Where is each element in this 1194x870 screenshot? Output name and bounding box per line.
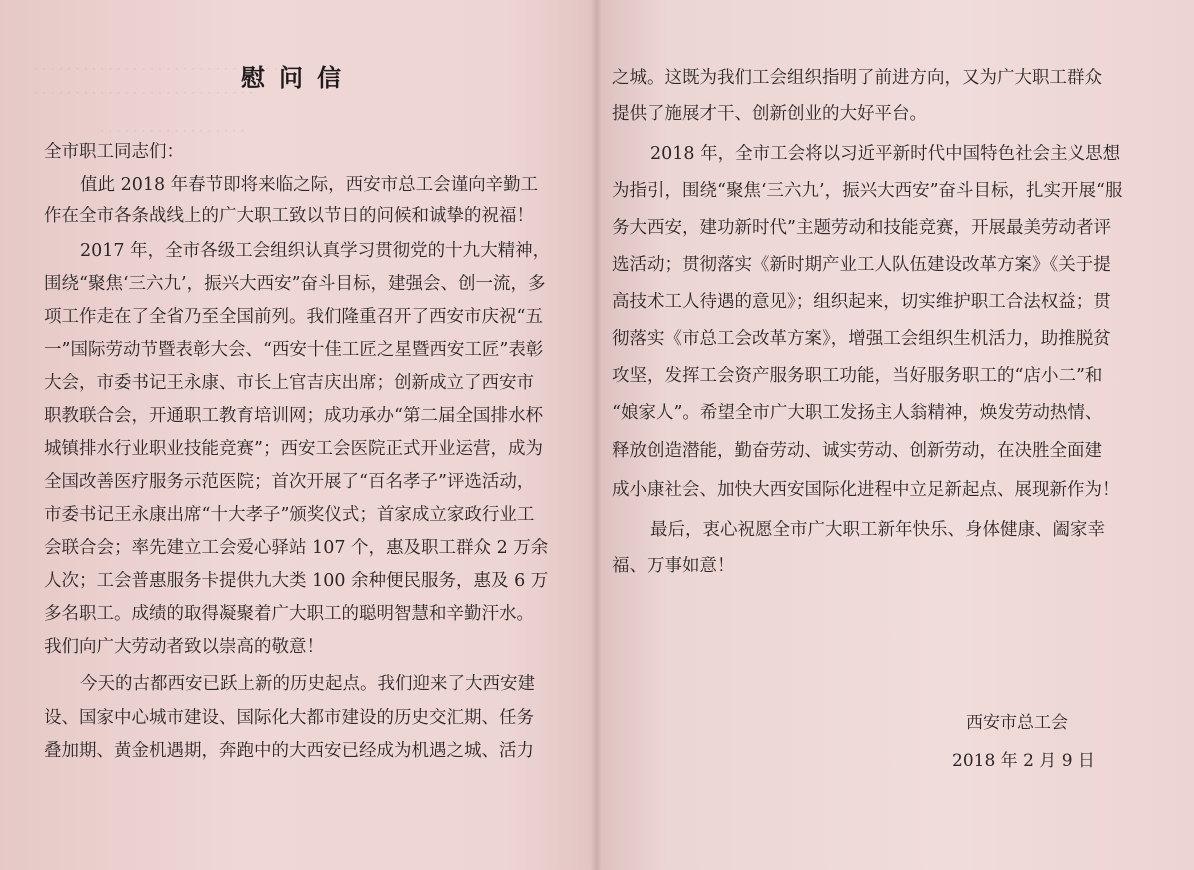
right-text-line: 选活动；贯彻落实《新时期产业工人队伍建设改革方案》《关于提 bbox=[612, 255, 1111, 275]
left-text-line: 大会，市委书记王永康、市长上官吉庆出席；创新成立了西安市 bbox=[44, 373, 534, 393]
right-text-line: 2018 年，全市工会将以习近平新时代中国特色社会主义思想 bbox=[650, 144, 1121, 164]
left-text-line: 项工作走在了全省乃至全国前列。我们隆重召开了西安市庆祝“五 bbox=[44, 307, 543, 327]
right-text-line: 最后，衷心祝愿全市广大职工新年快乐、身体健康、阖家幸 bbox=[650, 520, 1105, 540]
left-text-line: 设、国家中心城市建设、国际化大都市建设的历史交汇期、任务 bbox=[44, 708, 534, 728]
left-text-line: 人次；工会普惠服务卡提供九大类 100 余种便民服务，惠及 6 万 bbox=[44, 571, 549, 591]
left-text-line: 一”国际劳动节暨表彰大会、“西安十佳工匠之星暨西安工匠”表彰 bbox=[44, 340, 544, 360]
left-text-line: 值此 2018 年春节即将来临之际，西安市总工会谨向辛勤工 bbox=[80, 175, 539, 195]
right-text-line: 释放创造潜能，勤奋劳动、诚实劳动、创新劳动，在决胜全面建 bbox=[612, 441, 1102, 461]
right-page bbox=[596, 0, 1194, 870]
left-text-line: 我们向广大劳动者致以崇高的敬意！ bbox=[44, 637, 324, 657]
left-page bbox=[0, 0, 596, 870]
right-text-line: 高技术工人待遇的意见》；组织起来，切实维护职工合法权益；贯 bbox=[612, 292, 1111, 312]
right-text-line: 之城。这既为我们工会组织指明了前进方向，又为广大职工群众 bbox=[612, 68, 1102, 88]
left-text-line: 市委书记王永康出席“十大孝子”颁奖仪式；首家成立家政行业工 bbox=[44, 505, 535, 525]
letter-title: 慰问信 bbox=[241, 63, 355, 92]
right-text-line: 为指引，围绕“聚焦‘三六九’，振兴大西安”奋斗目标，扎实开展“服 bbox=[612, 181, 1123, 201]
left-text-line: 会联合会；率先建立工会爱心驿站 107 个，惠及职工群众 2 万余 bbox=[44, 538, 549, 558]
right-text-line: 提供了施展才干、创新创业的大好平台。 bbox=[612, 104, 927, 124]
page-gutter bbox=[590, 0, 602, 870]
signature-date: 2018 年 2 月 9 日 bbox=[952, 751, 1095, 771]
right-text-line: 攻坚，发挥工会资产服务职工功能，当好服务职工的“店小二”和 bbox=[612, 366, 1103, 386]
left-text-line: 作在全市各条战线上的广大职工致以节日的问候和诚挚的祝福！ bbox=[44, 206, 534, 226]
left-text-line: 围绕“聚焦‘三六九’，振兴大西安”奋斗目标，建强会、创一流，多 bbox=[44, 274, 546, 294]
left-text-line: 今天的古都西安已跃上新的历史起点。我们迎来了大西安建 bbox=[80, 674, 535, 694]
right-text-line: “娘家人”。希望全市广大职工发扬主人翁精神，焕发劳动热情、 bbox=[612, 403, 1103, 423]
left-text-line: 叠加期、黄金机遇期，奔跑中的大西安已经成为机遇之城、活力 bbox=[44, 741, 534, 761]
bleed-through-text: · · · · · · · · · · · · · · · · · · · · · · · · · · · bbox=[34, 86, 254, 101]
right-text-line: 福、万事如意！ bbox=[612, 556, 735, 576]
right-text-line: 务大西安，建功新时代”主题劳动和技能竞赛，开展最美劳动者评 bbox=[612, 218, 1111, 238]
signature-organization: 西安市总工会 bbox=[966, 713, 1068, 733]
left-text-line: 全国改善医疗服务示范医院；首次开展了“百名孝子”评选活动， bbox=[44, 472, 535, 492]
left-text-line: 城镇排水行业职业技能竞赛”；西安工会医院正式开业运营，成为 bbox=[44, 439, 543, 459]
right-text-line: 彻落实《市总工会改革方案》，增强工会组织生机活力，助推脱贫 bbox=[612, 329, 1111, 349]
bleed-through-text: · · · · · · · · · · · · · · · · · · · · · · · · · · · · · · · bbox=[34, 62, 287, 77]
left-text-line: 职教联合会，开通职工教育培训网；成功承办“第二届全国排水杯 bbox=[44, 406, 543, 426]
left-text-line: 2017 年，全市各级工会组织认真学习贯彻党的十九大精神， bbox=[80, 241, 551, 261]
bleed-through-text: · · · · · · · · · · · · · · · · · · bbox=[100, 124, 245, 139]
left-text-line: 多名职工。成绩的取得凝聚着广大职工的聪明智慧和辛勤汗水。 bbox=[44, 604, 534, 624]
right-text-line: 成小康社会、加快大西安国际化进程中立足新起点、展现新作为！ bbox=[612, 480, 1120, 500]
letter-greeting: 全市职工同志们： bbox=[44, 142, 184, 162]
